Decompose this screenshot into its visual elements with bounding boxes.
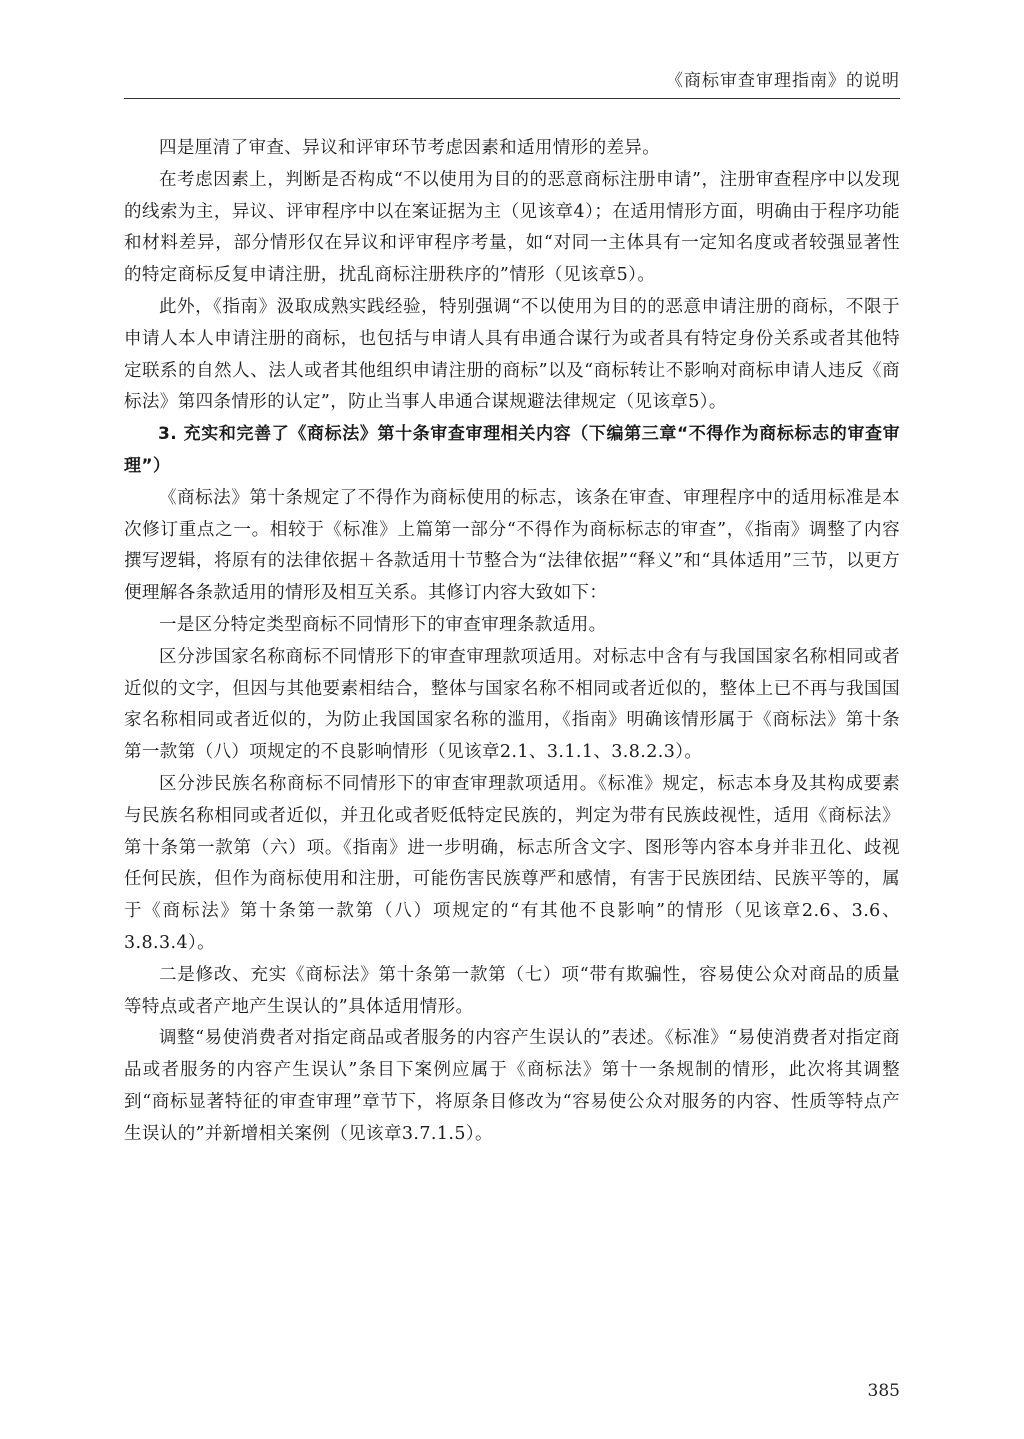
paragraph-3: 此外，《指南》汲取成熟实践经验，特别强调“不以使用为目的的恶意申请注册的商标，不限于申请人本人申请注册的商标，也包括与申请人具有串通合谋行为或者具有特定身份关系或者其他特定联系的自然人、法人或者其他组织申请注册的商标”以及“商标转让不影响对商标申请人违反《商标法》第四条情形的认定”，防止当事人串通合谋规避法律规定（见该章5）。: [124, 296, 900, 413]
running-header: 《商标审查审理指南》的说明: [666, 71, 900, 91]
page-number: 385: [867, 1381, 900, 1401]
section-heading: 3. 充实和完善了《商标法》第十条审查审理相关内容（下编第三章“不得作为商标标志的审查审理”）: [124, 424, 900, 476]
page-body: [124, 133, 900, 1151]
paragraph-10: 调整“易使消费者对指定商品或者服务的内容产生误认的”表述。《标准》“易使消费者对指定商品或者服务的内容产生误认”条目下案例应属于《商标法》第十一条规制的情形，此次将其调整到“商标显著特征的审查审理”章节下，将原条目修改为“容易使公众对服务的内容、性质等特点产生误认的”并新增相关案例（见该章3.7.1.5）。: [124, 1028, 900, 1144]
paragraph-7: 区分涉国家名称商标不同情形下的审查审理款项适用。对标志中含有与我国国家名称相同或者近似的文字，但因与其他要素相结合，整体与国家名称不相同或者近似的，整体上已不再与我国国家名称相同或者近似的，为防止我国国家名称的滥用，《指南》明确该情形属于《商标法》第十条第一款第（八）项规定的不良影响情形（见该章2.1、3.1.1、3.8.2.3）。: [124, 646, 900, 763]
paragraph-8: 区分涉民族名称商标不同情形下的审查审理款项适用。《标准》规定，标志本身及其构成要素与民族名称相同或者近似，并丑化或者贬低特定民族的，判定为带有民族歧视性，适用《商标法》第十条第一款第（六）项。《指南》进一步明确，标志所含文字、图形等内容本身并非丑化、歧视任何民族，但作为商标使用和注册，可能伤害民族尊严和感情，有害于民族团结、民族平等的，属于《商标法》第十条第一款第（八）项规定的“有其他不良影响”的情形（见该章2.6、3.6、3.8.3.4）。: [124, 773, 900, 953]
paragraph-6: 一是区分特定类型商标不同情形下的审查审理条款适用。: [159, 614, 607, 635]
paragraph-1: 四是厘清了审查、异议和评审环节考虑因素和适用情形的差异。: [159, 138, 661, 158]
header-rule: [124, 98, 900, 99]
paragraph-5: 《商标法》第十条规定了不得作为商标使用的标志，该条在审查、审理程序中的适用标准是本次修订重点之一。相较于《标准》上篇第一部分“不得作为商标标志的审查”，《指南》调整了内容撰写逻辑，将原有的法律依据＋各款适用十节整合为“法律依据”“释义”和“具体适用”三节，以更方便理解各条款适用的情形及相互关系。其修订内容大致如下：: [124, 487, 900, 604]
paragraph-2: 在考虑因素上，判断是否构成“不以使用为目的的恶意商标注册申请”，注册审查程序中以发现的线索为主，异议、评审程序中以在案证据为主（见该章4）；在适用情形方面，明确由于程序功能和材料差异，部分情形仅在异议和评审程序考量，如“对同一主体具有一定知名度或者较强显著性的特定商标反复申请注册，扰乱商标注册秩序的”情形（见该章5）。: [124, 169, 900, 286]
paragraph-9: 二是修改、充实《商标法》第十条第一款第（七）项“带有欺骗性，容易使公众对商品的质量等特点或者产地产生误认的”具体适用情形。: [124, 964, 900, 1017]
